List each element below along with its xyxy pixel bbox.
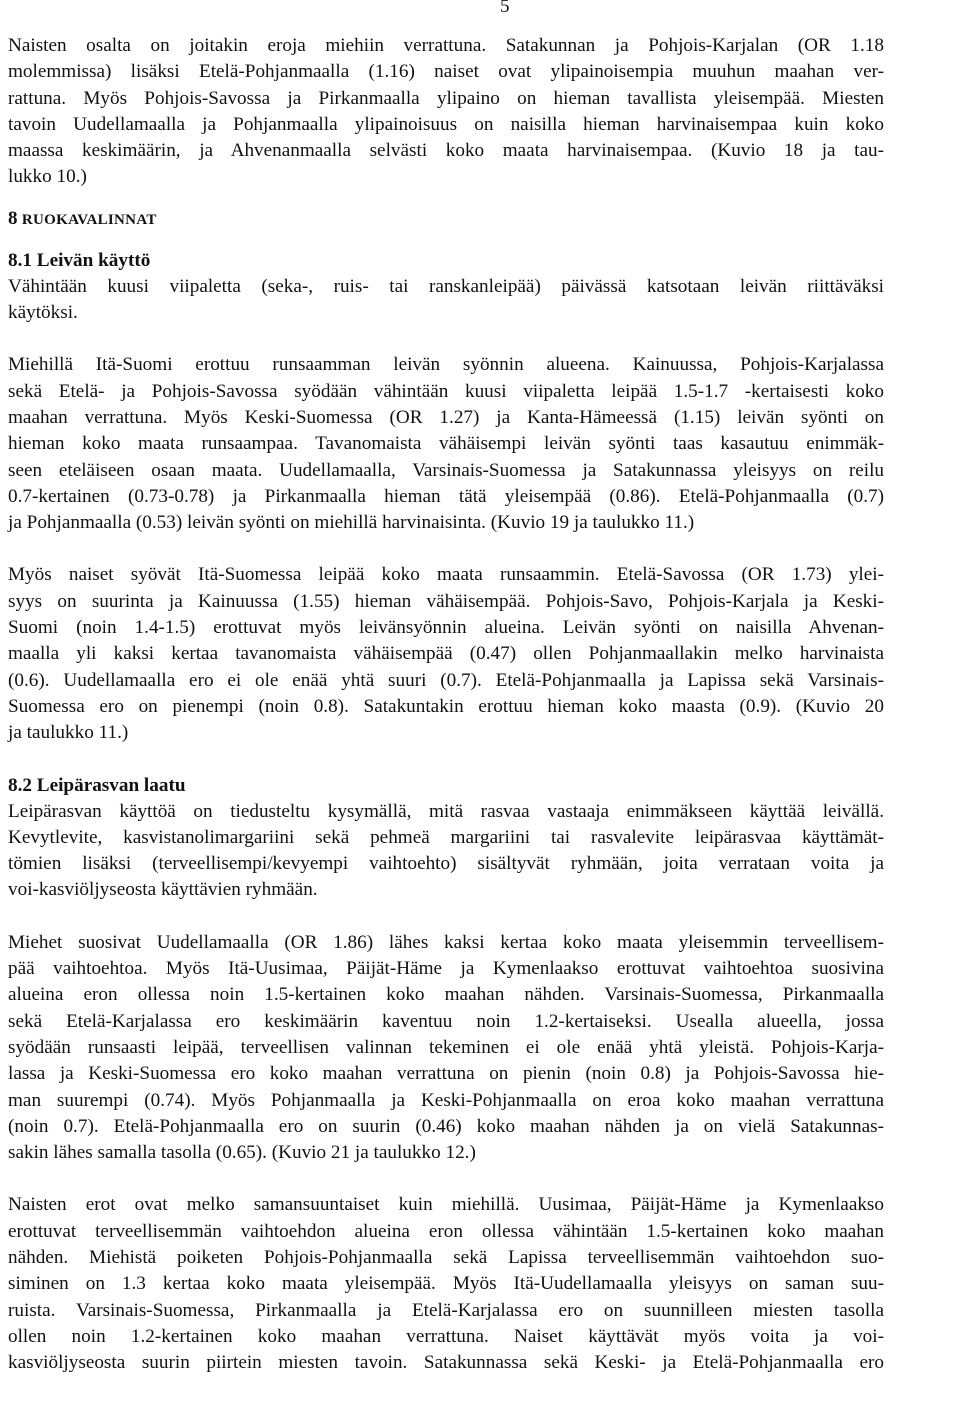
text-line: sekä Etelä- ja Pohjois-Savossa syödään vähintään kuusi viipaletta leipää 1.5-1.7 -kertaisesti koko: [8, 380, 884, 402]
text-line: syödään runsaasti leipää, terveellisen valinnan tekeminen ei ole enää yhtä yleistä. Pohjois-Karja-: [8, 1036, 884, 1058]
text-line: nähden. Miehistä poiketen Pohjois-Pohjanmaalla sekä Lapissa terveellisemmän vaihtoehdon suo-: [8, 1246, 884, 1268]
section-8-2-paragraph-2: [8, 930, 884, 1167]
text-line: hieman koko maata runsaampaa. Tavanomaista vähäisempi leivän syönti taas kasautuu enimmäk-: [8, 433, 884, 455]
text-line: Miehillä Itä-Suomi erottuu runsaamman leivän syönnin alueena. Kainuussa, Pohjois-Karjalassa: [8, 354, 884, 376]
text-line: (noin 0.7). Etelä-Pohjanmaalla ero on suurin (0.46) koko maahan nähden ja on vielä Satakunnas-: [8, 1115, 884, 1137]
text-line: Suomessa ero on pienempi (noin 0.8). Satakuntakin erottuu hieman koko maasta (0.9). (Kuvio 20: [8, 695, 884, 717]
text-line: Naisten erot ovat melko samansuuntaiset kuin miehillä. Uusimaa, Päijät-Häme ja Kymenlaakso: [8, 1194, 884, 1216]
text-line: maalla yli kaksi kertaa tavanomaista vähäisempää (0.47) ollen Pohjanmaallakin melko harvinaista: [8, 643, 884, 665]
text-line: sekä Etelä-Karjalassa ero keskimäärin kaventuu noin 1.2-kertaiseksi. Usealla alueella, jossa: [8, 1010, 884, 1032]
text-line: tavoin Uudellamaalla ja Pohjanmaalla ylipainoisuus on naisilla hieman harvinaisempaa kuin koko: [8, 113, 884, 135]
section-8-1-paragraph-3: [8, 562, 884, 746]
text-line: siminen on 1.3 kertaa koko maata yleisempää. Myös Itä-Uudellamaalla yleisyys on saman suu-: [8, 1273, 884, 1295]
text-line: ollen noin 1.2-kertainen koko maahan verrattuna. Naiset käyttävät myös voita ja voi-: [8, 1325, 884, 1347]
spacer: [8, 747, 884, 773]
text-line: kasviöljyseosta suurin piirtein miesten tavoin. Satakunnassa sekä Keski- ja Etelä-Pohjanmaalla ero: [8, 1352, 884, 1374]
text-line: ja taulukko 11.): [8, 722, 129, 744]
spacer: [8, 904, 884, 930]
page-number: 5: [500, 0, 510, 17]
intro-paragraph: [8, 33, 884, 191]
text-line: erottuvat terveellisemmän vaihtoehdon alueina eron ollessa vähintään 1.5-kertainen koko maahan: [8, 1220, 884, 1242]
text-line: voi-kasviöljyseosta käyttävien ryhmään.: [8, 879, 318, 901]
text-line: maassa keskimäärin, ja Ahvenanmaalla selvästi koko maata harvinaisempaa. (Kuvio 18 ja tau-: [8, 140, 884, 162]
text-line: sakin lähes samalla tasolla (0.65). (Kuvio 21 ja taulukko 12.): [8, 1142, 476, 1164]
text-line: Suomi (noin 1.4-1.5) erottuvat myös leivänsyönnin alueina. Leivän syönti on naisilla Ahvenan-: [8, 617, 884, 639]
spacer: [8, 1166, 884, 1192]
text-line: alueina eron ollessa noin 1.5-kertainen koko maahan nähden. Varsinais-Suomessa, Pirkanmaalla: [8, 984, 884, 1006]
text-line: ruista. Varsinais-Suomessa, Pirkanmaalla ja Etelä-Karjalassa ero on suunnilleen miesten tasolla: [8, 1299, 884, 1321]
spacer: [8, 536, 884, 562]
spacer: [8, 191, 884, 206]
text-line: ja Pohjanmaalla (0.53) leivän syönti on miehillä harvinaisinta. (Kuvio 19 ja taulukko 11.): [8, 512, 695, 534]
text-line: seen eteläiseen osaan maata. Uudellamaalla, Varsinais-Suomessa ja Satakunnassa yleisyys on reilu: [8, 459, 884, 481]
text-line: maahan verrattuna. Myös Keski-Suomessa (OR 1.27) ja Kanta-Hämeessä (1.15) leivän syönti on: [8, 406, 884, 428]
section-8-number: 8: [8, 207, 18, 229]
text-line: molemmissa) lisäksi Etelä-Pohjanmaalla (1.16) naiset ovat ylipainoisempia muuhun maahan ver-: [8, 61, 884, 83]
document-body: [8, 33, 884, 1376]
section-8-2-paragraph-3: [8, 1192, 884, 1376]
text-line: Miehet suosivat Uudellamaalla (OR 1.86) lähes kaksi kertaa koko maata yleisemmin terveellisem-: [8, 931, 884, 953]
text-line: Kevytlevite, kasvistanolimargariini sekä pehmeä margariini tai rasvalevite leipärasvaa käyttämät-: [8, 826, 884, 848]
text-line: Leipärasvan käyttöä on tiedusteltu kysymällä, mitä rasvaa vastaaja enimmäkseen käyttää leivällä.: [8, 800, 884, 822]
section-8-heading: [8, 206, 884, 233]
section-8-2-paragraph-1: [8, 799, 884, 904]
spacer: [8, 233, 884, 248]
spacer: [8, 326, 884, 352]
section-8-1-paragraph-1: [8, 274, 884, 327]
text-line: (0.6). Uudellamaalla ero ei ole enää yhtä suuri (0.7). Etelä-Pohjanmaalla ja Lapissa sekä Varsinais-: [8, 669, 884, 691]
text-line: Naisten osalta on joitakin eroja miehiin verrattuna. Satakunnan ja Pohjois-Karjalan (OR 1.18: [8, 35, 884, 56]
section-8-title: RUOKAVALINNAT: [21, 211, 157, 228]
text-line: Vähintään kuusi viipaletta (seka-, ruis- tai ranskanleipää) päivässä katsotaan leivän riittäväksi: [8, 275, 884, 297]
section-8-2-heading: 8.2 Leipärasvan laatu: [8, 774, 186, 796]
text-line: lassa ja Keski-Suomessa ero koko maahan verrattuna on pienin (noin 0.8) ja Pohjois-Savossa hie-: [8, 1063, 884, 1085]
text-line: 0.7-kertainen (0.73-0.78) ja Pirkanmaalla hieman tätä yleisempää (0.86). Etelä-Pohjanmaalla (0.7): [8, 485, 884, 507]
text-line: käytöksi.: [8, 302, 78, 324]
text-line: Myös naiset syövät Itä-Suomessa leipää koko maata runsaammin. Etelä-Savossa (OR 1.73) ylei-: [8, 564, 884, 586]
text-line: tömien lisäksi (terveellisempi/kevyempi vaihtoehto) sisältyvät ryhmään, joita verrataan voita ja: [8, 853, 884, 875]
section-8-1-paragraph-2: [8, 352, 884, 536]
text-line: lukko 10.): [8, 166, 87, 188]
text-line: rattuna. Myös Pohjois-Savossa ja Pirkanmaalla ylipaino on hieman tavallista yleisempää. Miesten: [8, 87, 884, 109]
section-8-1-heading: 8.1 Leivän käyttö: [8, 249, 151, 271]
text-line: man suurempi (0.74). Myös Pohjanmaalla ja Keski-Pohjanmaalla on eroa koko maahan verrattuna: [8, 1089, 884, 1111]
text-line: pää vaihtoehtoa. Myös Itä-Uusimaa, Päijät-Häme ja Kymenlaakso erottuvat vaihtoehtoa suosivina: [8, 958, 884, 980]
text-line: syys on suurinta ja Kainuussa (1.55) hieman vähäisempää. Pohjois-Savo, Pohjois-Karjala ja Keski-: [8, 590, 884, 612]
